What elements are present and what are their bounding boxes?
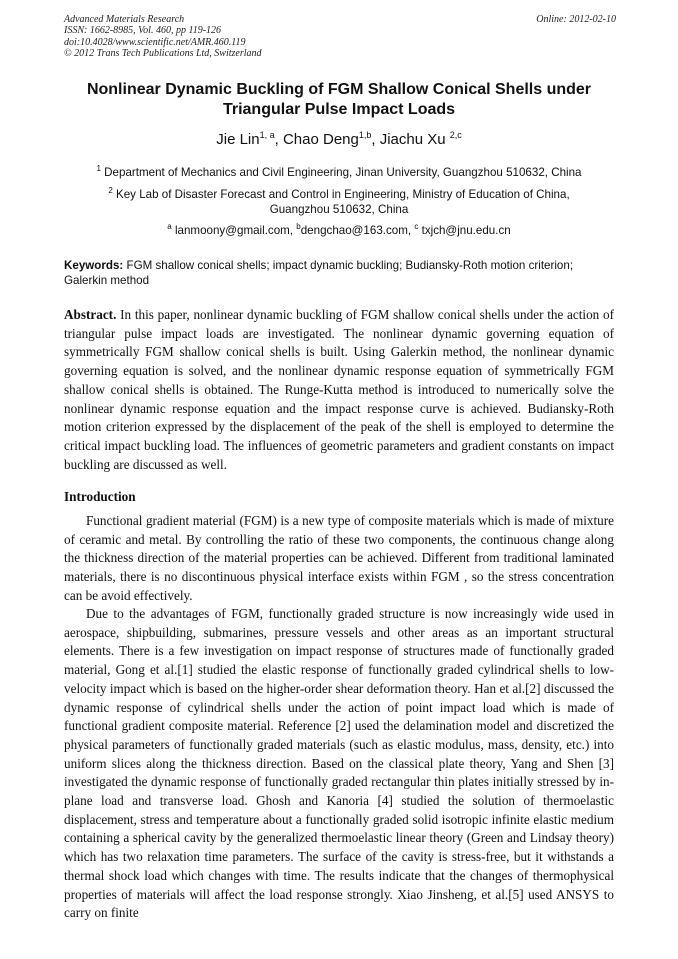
copyright-line: © 2012 Trans Tech Publications Ltd, Switzerland (64, 47, 262, 59)
affiliation-text: Key Lab of Disaster Forecast and Control in Engineering, Ministry of Education of China, Guangzhou 510632, China (116, 188, 570, 216)
author-affiliation-mark: 1, a (259, 130, 275, 140)
author-name: Chao Deng (282, 131, 359, 148)
journal-header (64, 14, 262, 59)
abstract (64, 306, 614, 474)
author-emails: $^a$ lanmoony@gmail.com, $^b$dengchao@163.com, $^c$ txjch@jnu.edu.cn (167, 222, 511, 237)
journal-name: Advanced Materials Research (64, 14, 185, 25)
paper-title: Nonlinear Dynamic Buckling of FGM Shallow Conical Shells under Triangular Pulse Impact Loads (86, 81, 592, 118)
author-name: Jie Lin (216, 131, 260, 148)
email-link[interactable]: dengchao@163.com (300, 224, 408, 237)
affiliation-mark: 2 (108, 186, 113, 195)
abstract-text: In this paper, nonlinear dynamic buckling of FGM shallow conical shells under the action of triangular pulse impact loads are investigated. The nonlinear dynamic governing equation of symmetrically FGM shallow conical shells is built. Using Galerkin method, the nonlinear dynamic governing equation is solved, and the nonlinear dynamic response equation of symmetrically FGM shallow conical shells is obtained. The Runge-Kutta method is introduced to numerically solve the nonlinear dynamic response equation and the impact response curve is achieved. Budiansky-Roth motion criterion expressed by the displacement of the peak of the shell is employed to determine the critical impact buckling load. The influences of geometric parameters and gradient constants on impact buckling are discussed as well. (64, 307, 614, 472)
email-mark: b (296, 222, 301, 231)
affiliation-text: Department of Mechanics and Civil Engineering, Jinan University, Guangzhou 510632, China (104, 166, 582, 179)
email-mark: a (167, 222, 172, 231)
author-affiliation-mark: 1,b (358, 130, 372, 140)
online-date: Online: 2012-02-10 (536, 14, 616, 25)
keywords (64, 258, 614, 288)
keywords-text: FGM shallow conical shells; impact dynamic buckling; Budiansky-Roth motion criterion; Galerkin method (64, 259, 574, 287)
affiliation-mark: 1 (96, 164, 101, 173)
author-list: Jie Lin$^{1, a}$, Chao Deng$^{1,b}$, Jiachu Xu $^{2,c}$ (216, 130, 462, 148)
author-name: Jiachu Xu (379, 131, 446, 148)
doi-line: doi:10.4028/www.scientific.net/AMR.460.119 (64, 36, 246, 48)
affiliation-2 (84, 187, 594, 217)
email-link[interactable]: txjch@jnu.edu.cn (421, 224, 511, 237)
email-link[interactable]: lanmoony@gmail.com (174, 224, 290, 237)
paragraph: Due to the advantages of FGM, functionally graded structure is now increasingly wide used in aerospace, shipbuilding, submarines, pressure vessels and other areas as an important structural elements. There is a few investigation on impact response of structures made of functionally graded material, Gong et al.[1] studied the elastic response of functionally graded cylindrical shells to low-velocity impact which is based on the higher-order shear deformation theory. Han et al.[2] discussed the dynamic response of cylindrical shells under the action of point impact load which is made of functional gradient composite material. Reference [2] used the delamination model and discretized the physical parameters of functionally graded materials (such as elastic modulus, mass, density, etc.) into uniform slices along the thickness direction. Based on the classical plate theory, Yang and Shen [3] investigated the dynamic response of functionally graded rectangular thin plates initially stressed by in-plane load and transverse load. Ghosh and Kanoria [4] studied the solution of thermoelastic displacement, stress and temperature about a functionally graded solid isotropic infinite elastic medium containing a spherical cavity by the generalized thermoelastic linear theory (Green and Lindsay theory) which has two relaxation time parameters. The surface of the cavity is stress-free, but it withstands a thermal shock load which changes with time. The results indicate that the changes of thermophysical properties of materials will affect the load response strongly. Xiao Jinsheng, et al.[5] used ANSYS to carry on finite (64, 606, 614, 921)
affiliation-1 (64, 165, 614, 180)
keywords-label: Keywords: (64, 259, 124, 272)
section-heading: Introduction (64, 489, 136, 504)
email-mark: c (414, 222, 419, 231)
issn-line: ISSN: 1662-8985, Vol. 460, pp 119-126 (64, 25, 222, 37)
abstract-label: Abstract. (64, 307, 117, 322)
author-affiliation-mark: 2,c (449, 130, 462, 140)
paragraph: Functional gradient material (FGM) is a new type of composite materials which is made of mixture of ceramic and metal. By controlling the ratio of these two components, the continuous change along the thickness direction of the material properties can be achieved. Different from traditional laminated materials, there is no discontinuous physical interface exists within FGM , so the stress concentration can be avoid effectively. (64, 513, 614, 603)
